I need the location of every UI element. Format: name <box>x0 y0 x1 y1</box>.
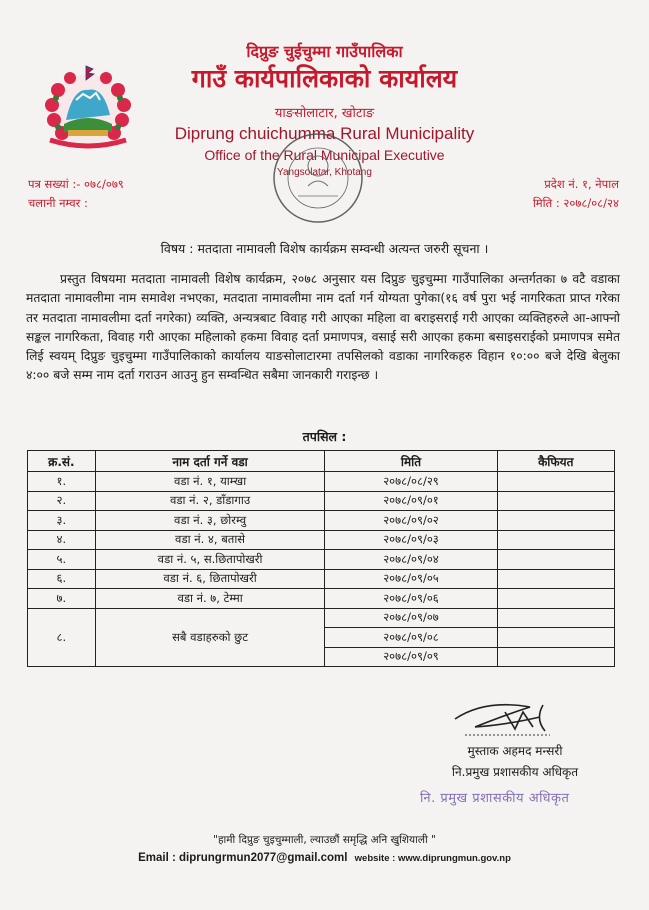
cell-ward: सबै वडाहरुको छुट <box>95 608 325 667</box>
cell-ward: वडा नं. ४, बतासे <box>95 530 325 550</box>
office-seal-stamp <box>268 128 368 228</box>
cell-ward: वडा नं. ५, स.छितापोखरी <box>95 550 325 570</box>
col-header-remarks: कैफियत <box>497 451 614 472</box>
office-name-english: Office of the Rural Municipal Executive <box>204 147 445 163</box>
signatory-name: मुस्ताक अहमद मन्सरी <box>467 744 563 758</box>
municipality-name-english: Diprung chuichumma Rural Municipality <box>174 124 475 143</box>
cell-serial: ७. <box>28 589 96 609</box>
office-name-nepali: गाउँ कार्यपालिकाको कार्यालय <box>191 64 458 93</box>
letter-date: मिति : २०७८/०८/२४ <box>532 196 619 210</box>
cell-date: २०७८/०९/०६ <box>325 589 497 609</box>
col-header-serial: क्र.सं. <box>28 451 96 472</box>
table-row <box>28 569 615 589</box>
cell-date: २०७८/०९/०४ <box>325 550 497 570</box>
cell-serial: २. <box>28 491 96 511</box>
cell-remarks <box>497 530 614 550</box>
cell-remarks <box>497 569 614 589</box>
table-row <box>28 608 615 628</box>
handwritten-signature <box>445 697 565 742</box>
col-header-ward: नाम दर्ता गर्ने वडा <box>95 451 325 472</box>
footer-contact <box>0 852 649 864</box>
subject-line: विषय : मतदाता नामावली विशेष कार्यक्रम सम्वन्धी अत्यन्त जरुरी सूचना । <box>160 241 489 256</box>
schedule-table <box>27 450 615 667</box>
cell-date: २०७८/०९/०२ <box>325 511 497 531</box>
cell-serial: ६. <box>28 569 96 589</box>
cell-remarks <box>497 589 614 609</box>
schedule-heading: तपसिल : <box>302 429 347 444</box>
cell-date: २०७८/०९/०१ <box>325 491 497 511</box>
dispatch-number: चलानी नम्वर : <box>28 196 88 210</box>
cell-remarks <box>497 608 614 628</box>
footer-motto: "हामी दिप्रुङ चुइचुम्माली, ल्याउछौं समृद्धि अनि खुशियाली " <box>213 834 436 846</box>
table-row <box>28 472 615 492</box>
cell-ward: वडा नं. ३, छोरम्वु <box>95 511 325 531</box>
table-row <box>28 589 615 609</box>
cell-ward: वडा नं. ६, छितापोखरी <box>95 569 325 589</box>
footer-email: Email : diprungrmun2077@gmail.coml <box>138 852 348 864</box>
cell-remarks <box>497 550 614 570</box>
province-label: प्रदेश नं. १, नेपाल <box>544 177 619 191</box>
cell-remarks <box>497 511 614 531</box>
cell-date: २०७८/०९/०८ <box>325 628 497 648</box>
notice-body-text: प्रस्तुत विषयमा मतदाता नामावली विशेष कार्यक्रम, २०७८ अनुसार यस दिप्रुङ चुइचुम्मा गाउँपालिका अन्तर्गतका ७ वटै वडाका मतदाता नामावलीमा नाम समावेश नभएका, मतदाता नामावलीमा नाम दर्ता गर्न योग्यता पुगेका(१६ वर्ष पुरा भई नागरिकता प्राप्त गरेका तर मतदाता नामावलीमा दर्ता नगरेका) व्यक्ति, अन्यत्रबाट विवाह गरी आएका महिला वा बराइसराई गरी आएका व्यक्तिहरुले आ-आफ्नो सङ्कल नागरिकता, विवाह गरी आएका महिलाको हकमा विवाह दर्ता प्रमाणपत्र, वसाई सरी आएका हकमा बसाइसराईको प्रमाणपत्र समेत लिई स्वयम् दिप्रुङ चुइचुम्मा गाउँपालिकाको कार्यालय याङसोलाटारमा तपसिलको वडाका नागरिकहरु विहान १०:०० बजे देखि बेलुका ४:०० बजे सम्म नाम दर्ता गराउन आउनु हुन सम्वन्धित सबैमा जानकारी गराइन्छ । <box>26 272 620 383</box>
cell-serial: ८. <box>28 608 96 667</box>
cell-serial: ३. <box>28 511 96 531</box>
cell-date: २०७८/०९/०७ <box>325 608 497 628</box>
cell-date: २०७८/०९/०५ <box>325 569 497 589</box>
cell-ward: वडा नं. ७, टेम्मा <box>95 589 325 609</box>
cell-serial: १. <box>28 472 96 492</box>
cell-ward: वडा नं. २, डाँडागाउ <box>95 491 325 511</box>
cell-remarks <box>497 647 614 667</box>
cell-serial: ५. <box>28 550 96 570</box>
cell-date: २०७८/०८/२९ <box>325 472 497 492</box>
cell-remarks <box>497 472 614 492</box>
cell-remarks <box>497 491 614 511</box>
address-nepali: याङसोलाटार, खोटाङ <box>274 106 375 121</box>
notice-body <box>26 270 620 386</box>
cell-serial: ४. <box>28 530 96 550</box>
signatory-title: नि.प्रमुख प्रशासकीय अधिकृत <box>451 765 579 779</box>
cell-date: २०७८/०९/०९ <box>325 647 497 667</box>
cell-ward: वडा नं. १, याम्खा <box>95 472 325 492</box>
address-english: Yangsolatar, Khotang <box>277 167 372 178</box>
col-header-date: मिति <box>325 451 497 472</box>
table-row <box>28 550 615 570</box>
designation-stamp: नि. प्रमुख प्रशासकीय अधिकृत <box>420 791 570 806</box>
cell-remarks <box>497 628 614 648</box>
footer-website: website : www.diprungmun.gov.np <box>354 853 511 864</box>
municipality-name-nepali: दिप्रुङ चुईचुम्मा गाउँपालिका <box>246 42 403 61</box>
table-row <box>28 530 615 550</box>
table-row <box>28 491 615 511</box>
cell-date: २०७८/०९/०३ <box>325 530 497 550</box>
letter-number: पत्र सख्यां :- ०७८/०७९ <box>28 177 124 191</box>
table-header-row <box>28 451 615 472</box>
table-row <box>28 511 615 531</box>
